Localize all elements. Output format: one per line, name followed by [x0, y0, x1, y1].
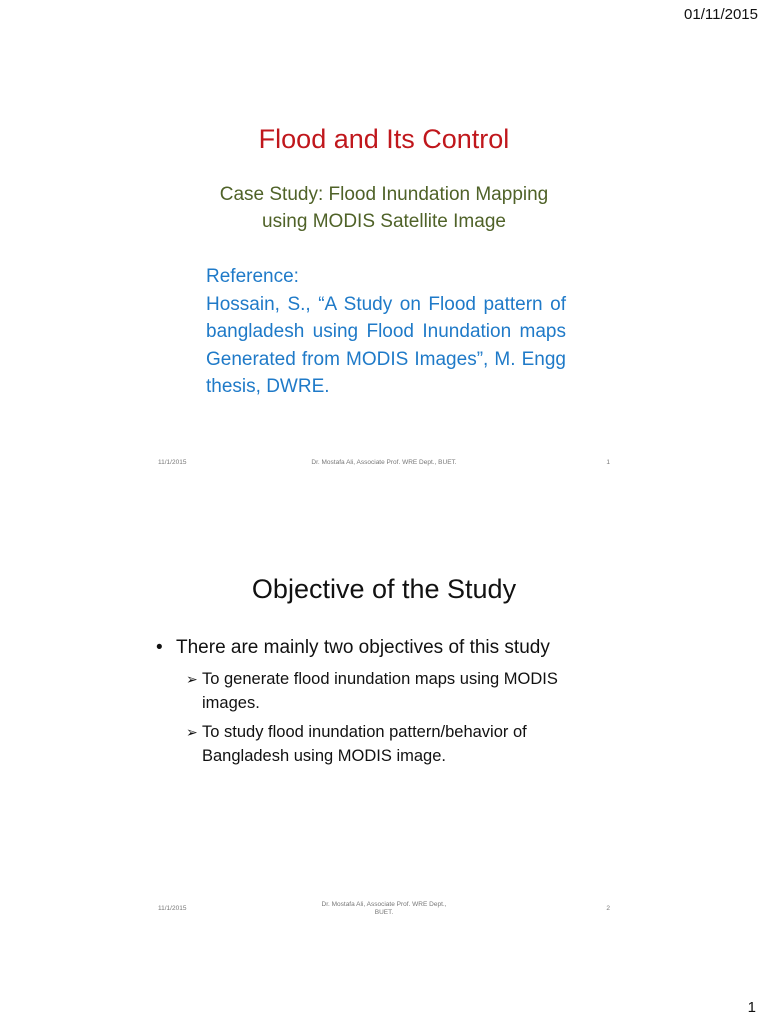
footer-slide-number: 1: [606, 459, 610, 466]
page-date: 01/11/2015: [684, 6, 758, 23]
arrow-bullet-icon: ➢: [186, 671, 198, 687]
sub-bullet-item: [186, 667, 611, 715]
subtitle-line: Case Study: Flood Inundation Mapping: [219, 184, 549, 205]
reference-text: Hossain, S., “A Study on Flood pattern of bangladesh using Flood Inundation maps Generated from MODIS Images”, M. Engg thesis, DWRE.: [206, 293, 566, 397]
footer-slide-number: 2: [606, 905, 610, 912]
sub-bullet-text: To study flood inundation pattern/behavior of Bangladesh using MODIS image.: [202, 723, 527, 765]
footer-author: Dr. Mostafa Ali, Associate Prof. WRE Dept., BUET.: [311, 459, 457, 466]
bullet-item: [156, 635, 611, 661]
footer-date: 11/1/2015: [158, 905, 187, 912]
reference-block: [206, 263, 566, 401]
footer-author: Dr. Mostafa Ali, Associate Prof. WRE Dept., BUET.: [321, 901, 447, 916]
sub-bullet-item: [186, 720, 611, 768]
bullet-text: There are mainly two objectives of this study: [176, 637, 550, 658]
footer-date: 11/1/2015: [158, 459, 187, 466]
bullet-list: [156, 635, 611, 773]
sub-bullet-text: To generate flood inundation maps using MODIS images.: [202, 670, 558, 712]
slide-2: [150, 545, 618, 930]
subtitle-line: using MODIS Satellite Image: [262, 211, 506, 232]
reference-label: Reference:: [206, 266, 299, 287]
slide-title: Objective of the Study: [251, 574, 517, 604]
arrow-bullet-icon: ➢: [186, 724, 198, 740]
sub-bullet-list: [186, 667, 611, 768]
slide-1: [150, 95, 618, 480]
slide-subtitle: [150, 181, 618, 235]
bullet-dot-icon: •: [156, 637, 163, 658]
page-number: 1: [747, 999, 756, 1016]
slide-title: Flood and Its Control: [258, 124, 510, 154]
